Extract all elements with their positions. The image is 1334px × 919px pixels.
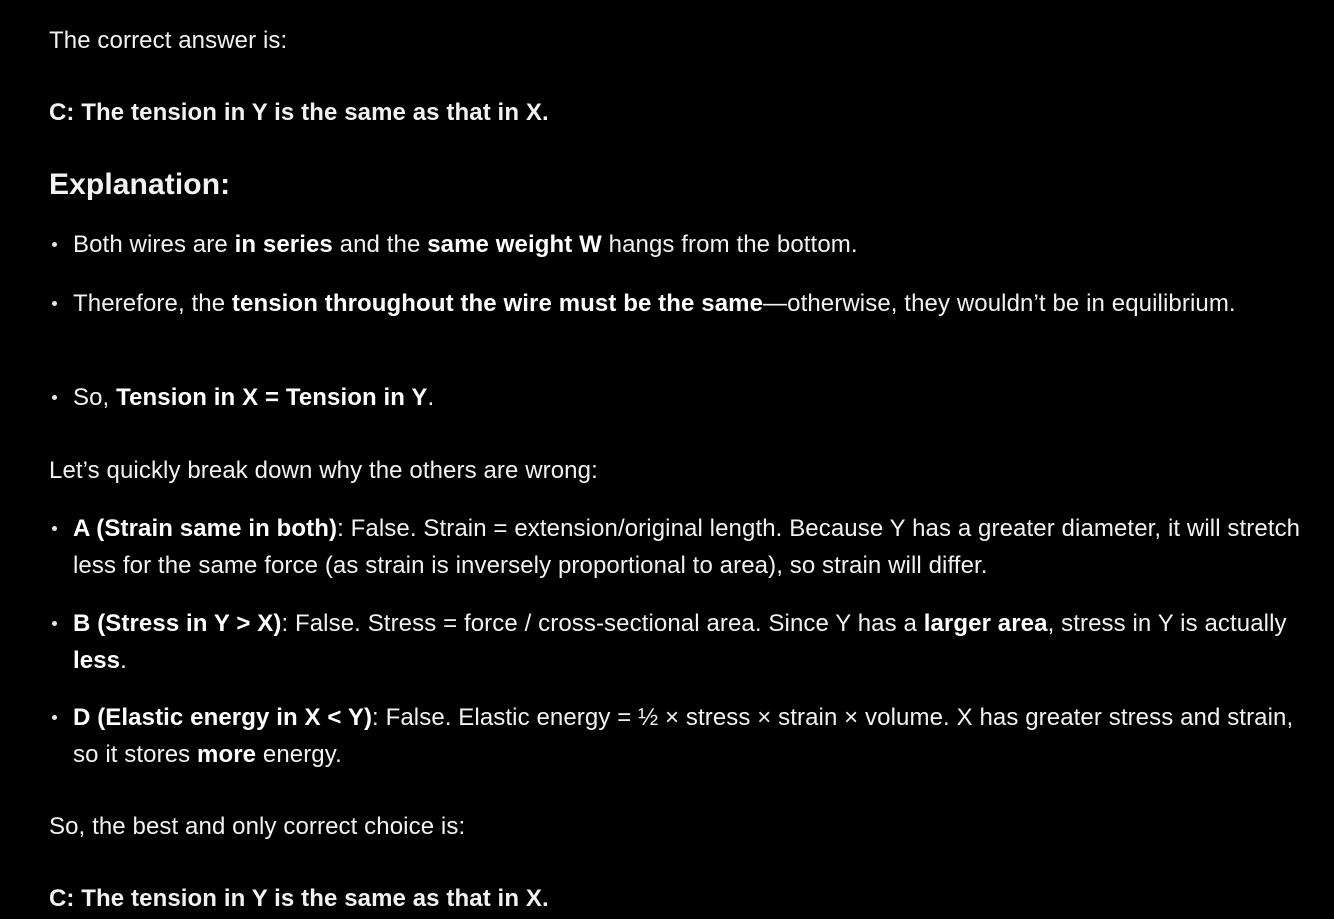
conclusion-text: So, the best and only correct choice is: <box>49 813 466 840</box>
final-answer-text: C: The tension in Y is the same as that in X. <box>49 885 549 912</box>
explanation-heading: Explanation: <box>49 168 231 201</box>
list-item <box>49 605 1311 679</box>
item-text: energy. <box>256 741 342 768</box>
item-text: Both wires are <box>73 231 235 258</box>
item-text: So, <box>73 384 117 411</box>
option-label: A (Strain same in both) <box>73 515 338 542</box>
option-label: D (Elastic energy in X < Y) <box>73 704 373 731</box>
item-text: Therefore, the <box>73 290 232 317</box>
item-bold: tension throughout the wire must be the same <box>231 290 764 317</box>
item-text: : False. Strain = extension/original length. Because Y has a greater diameter, it will stretch less for the same force (as strain is inversely proportional to area), so strain will differ. <box>73 515 1301 579</box>
item-bold: same weight W <box>427 231 602 258</box>
bullet-icon <box>52 621 57 626</box>
bullet-icon <box>52 526 57 531</box>
bullet-icon <box>52 242 57 247</box>
item-text: and the <box>332 231 428 258</box>
list-item <box>49 379 1311 416</box>
item-text: . <box>427 384 435 411</box>
item-text: , stress in Y is actually <box>1047 610 1287 637</box>
item-text: —otherwise, they wouldn’t be in equilibrium. <box>763 290 1236 317</box>
bullet-icon <box>52 395 57 400</box>
others-intro-text: Let’s quickly break down why the others are wrong: <box>49 457 598 484</box>
item-bold: Tension in X = Tension in Y <box>116 384 428 411</box>
item-text: . <box>120 647 127 674</box>
list-item <box>49 510 1311 584</box>
item-bold: in series <box>234 231 333 258</box>
bullet-icon <box>52 715 57 720</box>
list-item <box>49 226 1311 263</box>
item-text: : False. Elastic energy = ½ × stress × strain × volume. X has greater stress and strain, so it stores <box>73 704 1294 768</box>
item-text: : False. Stress = force / cross-sectional area. Since Y has a <box>281 610 924 637</box>
list-item <box>49 699 1311 773</box>
intro-text: The correct answer is: <box>49 27 288 54</box>
option-label: B (Stress in Y > X) <box>73 610 282 637</box>
item-text: hangs from the bottom. <box>601 231 858 258</box>
answer-text: C: The tension in Y is the same as that in X. <box>49 99 549 126</box>
bullet-icon <box>52 301 57 306</box>
item-bold: larger area <box>923 610 1048 637</box>
item-bold: more <box>197 741 257 768</box>
item-bold: less <box>73 647 121 674</box>
list-item <box>49 285 1311 322</box>
